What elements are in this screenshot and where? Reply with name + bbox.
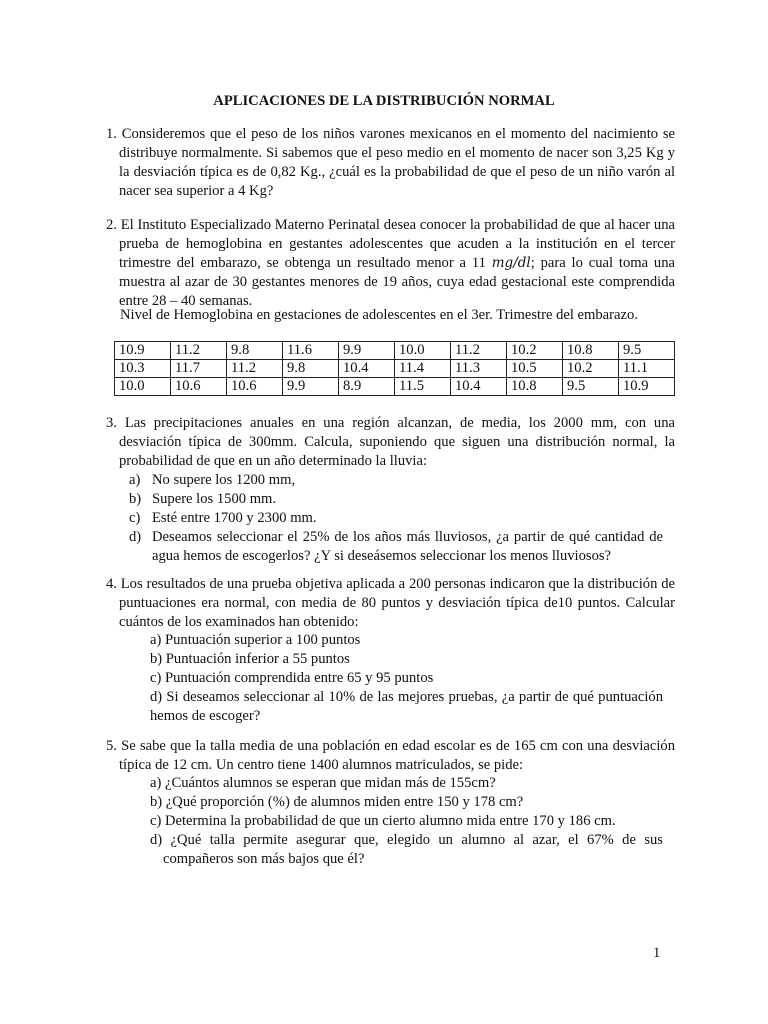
list-item: a) ¿Cuántos alumnos se esperan que midan más de 155cm?	[150, 775, 496, 791]
question-4-items	[150, 631, 663, 726]
table-cell: 11.2	[227, 360, 283, 378]
table-cell: 10.2	[507, 342, 563, 360]
table-cell: 8.9	[339, 378, 395, 396]
table-cell: 9.8	[227, 342, 283, 360]
page-title: APLICACIONES DE LA DISTRIBUCIÓN NORMAL	[213, 93, 555, 109]
table-cell: 11.7	[171, 360, 227, 378]
table-cell: 10.8	[563, 342, 619, 360]
table-row	[115, 342, 675, 360]
table-cell: 10.4	[451, 378, 507, 396]
list-item: c) Esté entre 1700 y 2300 mm.	[129, 510, 317, 526]
page-number: 1	[653, 945, 661, 961]
list-item: d) Si deseamos seleccionar al 10% de las mejores pruebas, ¿a partir de qué puntuación hemos de escoger?	[150, 689, 663, 724]
math-unit: mg/dl	[491, 255, 531, 271]
table-cell: 11.3	[451, 360, 507, 378]
table-cell: 10.0	[115, 378, 171, 396]
table-cell: 11.6	[283, 342, 339, 360]
table-cell: 9.5	[619, 342, 675, 360]
table-cell: 10.5	[507, 360, 563, 378]
table-caption: Nivel de Hemoglobina en gestaciones de adolescentes en el 3er. Trimestre del embarazo.	[120, 307, 638, 323]
question-2-text: 2. El Instituto Especializado Materno Perinatal desea conocer la probabilidad de que al hacer una prueba de hemoglobina en gestantes adolescentes que acuden a la institución en el tercer trimestre del embarazo, se obtenga un resultado menor a 11 mg/dl; para lo cual toma una muestra al azar de 30 gestantes menores de 19 años, cuya edad gestacional este comprendida entre 28 – 40 semanas.	[106, 217, 675, 309]
question-3-text: 3. Las precipitaciones anuales en una región alcanzan, de media, los 2000 mm, con una desviación típica de 300mm. Calcula, suponiendo que siguen una distribución normal, la probabilidad de que en un año determinado la lluvia:	[106, 415, 675, 469]
table-cell: 10.2	[563, 360, 619, 378]
table-cell: 11.1	[619, 360, 675, 378]
table-row	[115, 360, 675, 378]
question-3-items	[129, 471, 663, 566]
table-cell: 11.4	[395, 360, 451, 378]
list-item: a) Puntuación superior a 100 puntos	[150, 632, 361, 648]
table-cell: 10.6	[227, 378, 283, 396]
list-item: d) ¿Qué talla permite asegurar que, elegido un alumno al azar, el 67% de sus compañeros son más bajos que él?	[150, 832, 663, 867]
table-cell: 11.2	[171, 342, 227, 360]
table-cell: 10.8	[507, 378, 563, 396]
table-cell: 10.3	[115, 360, 171, 378]
question-2	[106, 216, 675, 311]
table-cell: 10.9	[115, 342, 171, 360]
table-cell: 9.5	[563, 378, 619, 396]
table-cell: 9.9	[283, 378, 339, 396]
question-1	[106, 125, 675, 201]
list-item: b) Supere los 1500 mm.	[129, 491, 277, 507]
list-item: b) Puntuación inferior a 55 puntos	[150, 651, 350, 667]
list-item: c) Determina la probabilidad de que un cierto alumno mida entre 170 y 186 cm.	[150, 813, 616, 829]
list-item: b) ¿Qué proporción (%) de alumnos miden entre 150 y 178 cm?	[150, 794, 524, 810]
table-cell: 10.6	[171, 378, 227, 396]
question-5-items	[150, 774, 663, 869]
question-3	[106, 414, 675, 471]
table-cell: 10.9	[619, 378, 675, 396]
table-cell: 11.5	[395, 378, 451, 396]
question-5-text: 5. Se sabe que la talla media de una población en edad escolar es de 165 cm con una desviación típica de 12 cm. Un centro tiene 1400 alumnos matriculados, se pide:	[106, 738, 675, 773]
question-5	[106, 737, 675, 775]
list-item: d) Deseamos seleccionar el 25% de los años más lluviosos, ¿a partir de qué cantidad de agua hemos de escogerlos? ¿Y si deseásemos seleccionar los menos lluviosos?	[129, 529, 663, 564]
question-4-text: 4. Los resultados de una prueba objetiva aplicada a 200 personas indicaron que la distribución de puntuaciones era normal, con media de 80 puntos y desviación típica de10 puntos. Calcular cuántos de los examinados han obtenido:	[106, 576, 675, 630]
table-cell: 10.4	[339, 360, 395, 378]
question-4	[106, 575, 675, 632]
table-cell: 10.0	[395, 342, 451, 360]
list-item: c) Puntuación comprendida entre 65 y 95 puntos	[150, 670, 434, 686]
list-item: a) No supere los 1200 mm,	[129, 472, 296, 488]
question-1-text: 1. Consideremos que el peso de los niños varones mexicanos en el momento del nacimiento se distribuye normalmente. Si sabemos que el peso medio en el momento de nacer son 3,25 Kg y la desviación típica es de 0,82 Kg., ¿cuál es la probabilidad de que el peso de un niño varón al nacer sea superior a 4 Kg?	[106, 126, 675, 199]
table-cell: 11.2	[451, 342, 507, 360]
table-cell: 9.9	[339, 342, 395, 360]
hemoglobin-table	[114, 341, 675, 396]
table-row	[115, 378, 675, 396]
table-cell: 9.8	[283, 360, 339, 378]
